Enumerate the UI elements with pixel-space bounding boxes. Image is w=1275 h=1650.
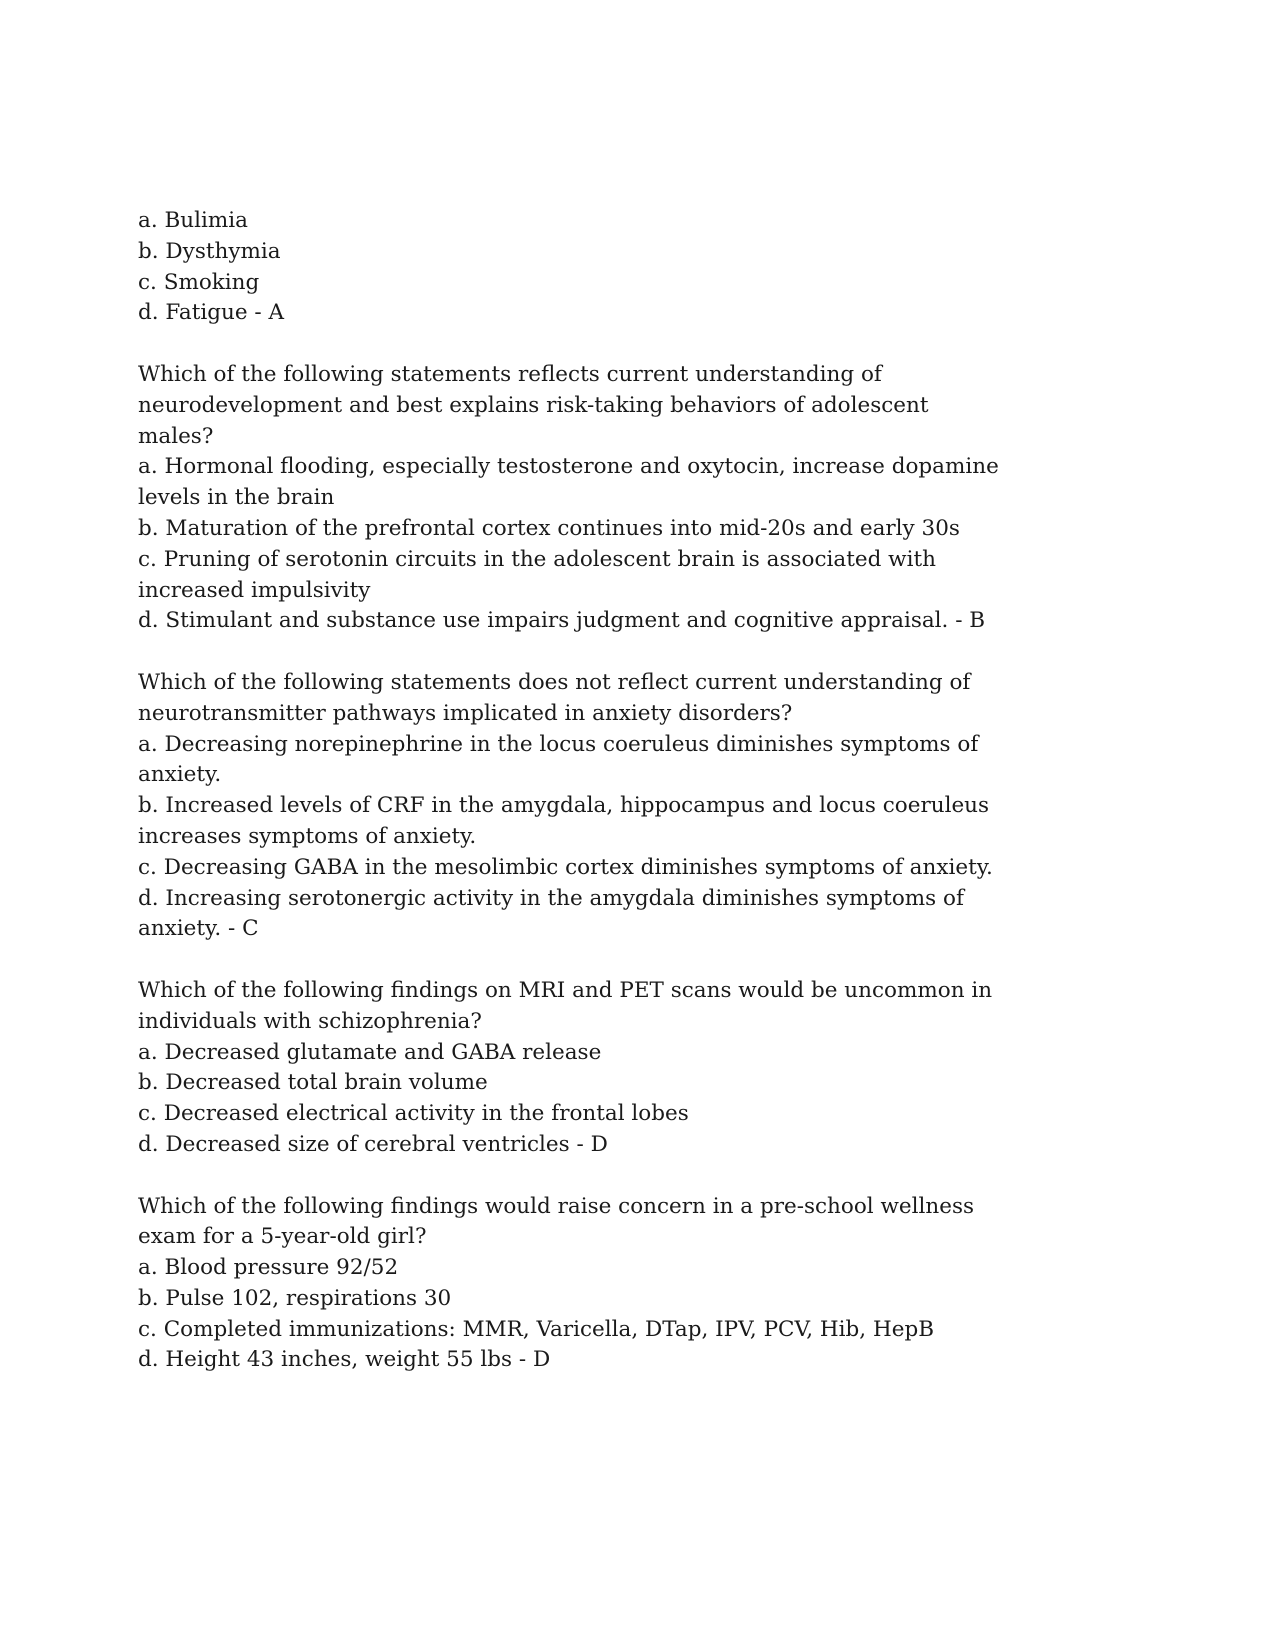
option-line: c. Smoking (138, 269, 260, 295)
option-line: anxiety. (138, 762, 222, 788)
question-text-line: exam for a 5-year-old girl? (138, 1224, 427, 1250)
paragraph-gap (138, 1161, 1038, 1192)
option-line: b. Maturation of the prefrontal cortex continues into mid-20s and early 30s (138, 515, 960, 541)
option-line: d. Decreased size of cerebral ventricles - D (138, 1131, 608, 1157)
option-line: d. Stimulant and substance use impairs judgment and cognitive appraisal. - B (138, 608, 986, 634)
option-line: c. Pruning of serotonin circuits in the adolescent brain is associated with (138, 546, 936, 572)
option-line: d. Height 43 inches, weight 55 lbs - D (138, 1347, 551, 1373)
option-line: a. Decreasing norepinephrine in the locus coeruleus diminishes symptoms of (138, 731, 979, 757)
option-line: anxiety. - C (138, 916, 259, 942)
option-line: increased impulsivity (138, 577, 371, 603)
option-line: levels in the brain (138, 485, 335, 511)
question-block (138, 976, 1038, 1161)
option-line: d. Fatigue - A (138, 300, 285, 326)
question-text-line: males? (138, 423, 214, 449)
question-text-line: Which of the following findings on MRI and PET scans would be uncommon in (138, 977, 993, 1003)
option-line: b. Decreased total brain volume (138, 1070, 488, 1096)
question-text-line: neurotransmitter pathways implicated in anxiety disorders? (138, 700, 793, 726)
question-block (138, 360, 1038, 637)
paragraph-gap (138, 637, 1038, 668)
option-line: b. Dysthymia (138, 238, 281, 264)
question-block (138, 668, 1038, 945)
option-line: d. Increasing serotonergic activity in the amygdala diminishes symptoms of (138, 885, 964, 911)
option-line: a. Blood pressure 92/52 (138, 1255, 399, 1281)
option-line: a. Decreased glutamate and GABA release (138, 1039, 602, 1065)
paragraph-gap (138, 945, 1038, 976)
option-line: c. Decreased electrical activity in the frontal lobes (138, 1101, 689, 1127)
option-line: b. Pulse 102, respirations 30 (138, 1285, 452, 1311)
option-line: b. Increased levels of CRF in the amygdala, hippocampus and locus coeruleus (138, 793, 990, 819)
question-text-line: individuals with schizophrenia? (138, 1008, 482, 1034)
option-line: a. Bulimia (138, 208, 248, 233)
question-text-line: Which of the following findings would raise concern in a pre-school wellness (138, 1193, 975, 1219)
option-line: increases symptoms of anxiety. (138, 823, 477, 849)
document-body (138, 206, 1038, 1376)
question-block (138, 1192, 1038, 1377)
question-text-line: neurodevelopment and best explains risk-taking behaviors of adolescent (138, 392, 929, 418)
question-text-line: Which of the following statements reflects current understanding of (138, 361, 882, 387)
question-text-line: Which of the following statements does not reflect current understanding of (138, 669, 971, 695)
answer-options-block (138, 206, 1038, 329)
paragraph-gap (138, 329, 1038, 360)
option-line: a. Hormonal flooding, especially testosterone and oxytocin, increase dopamine (138, 454, 999, 480)
option-line: c. Decreasing GABA in the mesolimbic cortex diminishes symptoms of anxiety. (138, 854, 993, 880)
option-line: c. Completed immunizations: MMR, Varicella, DTap, IPV, PCV, Hib, HepB (138, 1316, 935, 1342)
